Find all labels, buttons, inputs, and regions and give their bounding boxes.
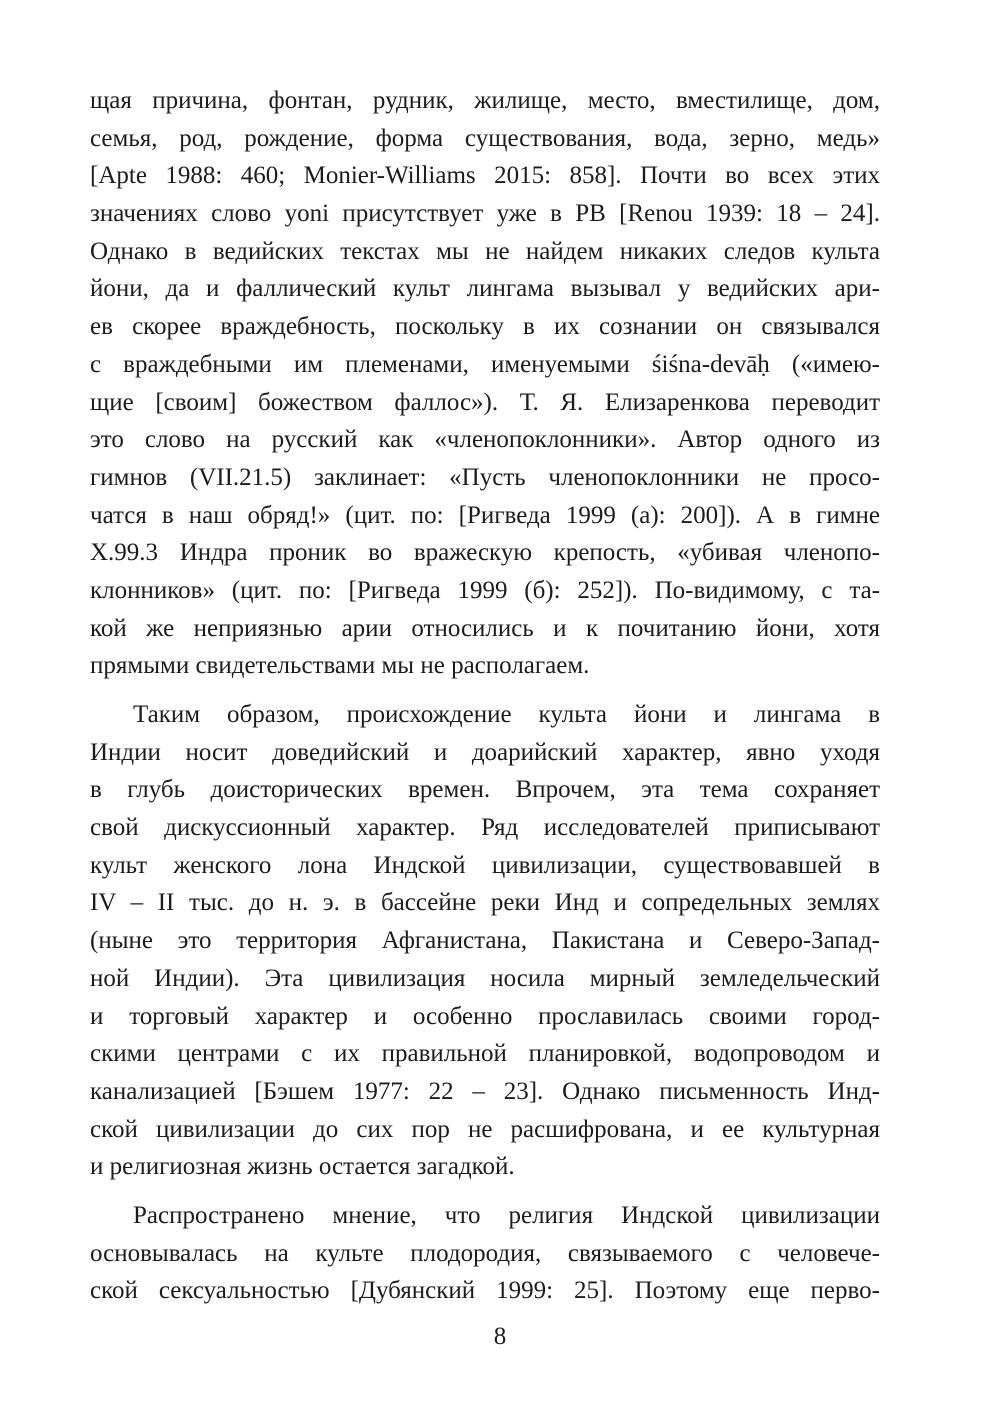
text-line: гимнов (VII.21.5) заклинает: «Пусть членопоклонники не просо- xyxy=(90,463,880,491)
text-line: и торговый характер и особенно прославилась своими город- xyxy=(90,1002,880,1030)
paragraph-2 xyxy=(90,696,880,1186)
text-line: йони, да и фаллический культ лингама вызывал у ведийских ари- xyxy=(90,275,880,303)
text-line: (ныне это территория Афганистана, Пакистана и Северо-Запад- xyxy=(90,927,880,955)
text-line: ев скорее враждебность, поскольку в их сознании он связывался xyxy=(90,313,880,341)
text-line: кой же неприязнью арии относились и к почитанию йони, хотя xyxy=(90,614,880,642)
text-line: и религиозная жизнь остается загадкой. xyxy=(90,1153,515,1181)
body-text xyxy=(90,82,880,1310)
text-line: семья, род, рождение, форма существования, вода, зерно, медь» xyxy=(90,124,880,152)
text-line: культ женского лона Индской цивилизации, существовавшей в xyxy=(90,851,880,879)
text-line: основывалась на культе плодородия, связываемого с человече- xyxy=(90,1239,880,1267)
text-line: свой дискуссионный характер. Ряд исследователей приписывают xyxy=(90,814,880,842)
text-line: Распространено мнение, что религия Индской цивилизации xyxy=(133,1201,880,1229)
text-line: прямыми свидетельствами мы не располагаем. xyxy=(90,652,590,680)
page-number: 8 xyxy=(493,1323,507,1350)
text-line: канализацией [Бэшем 1977: 22 – 23]. Однако письменность Инд- xyxy=(90,1077,880,1105)
text-line: [Apte 1988: 460; Monier-Williams 2015: 858]. Почти во всех этих xyxy=(90,162,880,190)
text-line: щая причина, фонтан, рудник, жилище, место, вместилище, дом, xyxy=(90,87,880,114)
text-line: IV – II тыс. до н. э. в бассейне реки Инд и сопредельных землях xyxy=(90,889,880,917)
paragraph-3 xyxy=(90,1197,880,1310)
text-line: с враждебными им племенами, именуемыми śiśna-devāḥ («имею- xyxy=(90,350,880,378)
text-line: X.99.3 Индра проник во вражескую крепость, «убивая членопо- xyxy=(90,539,880,567)
text-line: чатся в наш обряд!» (цит. по: [Ригведа 1999 (а): 200]). А в гимне xyxy=(90,501,880,529)
text-line: клонников» (цит. по: [Ригведа 1999 (б): 252]). По-видимому, с та- xyxy=(90,576,880,604)
text-line: это слово на русский как «членопоклонники». Автор одного из xyxy=(90,426,880,454)
text-line: скими центрами с их правильной планировкой, водопроводом и xyxy=(90,1040,880,1068)
text-line: ской цивилизации до сих пор не расшифрована, и ее культурная xyxy=(90,1115,880,1143)
text-line: в глубь доисторических времен. Впрочем, эта тема сохраняет xyxy=(90,776,880,804)
text-line: Индии носит доведийский и доарийский характер, явно уходя xyxy=(90,738,880,766)
text-line: значениях слово yoni присутствует уже в РВ [Renou 1939: 18 – 24]. xyxy=(90,200,880,228)
text-line: ской сексуальностью [Дубянский 1999: 25]. Поэтому еще перво- xyxy=(90,1277,880,1305)
text-line: Однако в ведийских текстах мы не найдем никаких следов культа xyxy=(90,237,880,265)
text-line: щие [своим] божеством фаллос»). Т. Я. Елизаренкова переводит xyxy=(90,388,880,416)
paragraph-1 xyxy=(90,82,880,685)
text-line: ной Индии). Эта цивилизация носила мирный земледельческий xyxy=(90,964,880,992)
text-line: Таким образом, происхождение культа йони и лингама в xyxy=(133,701,880,728)
